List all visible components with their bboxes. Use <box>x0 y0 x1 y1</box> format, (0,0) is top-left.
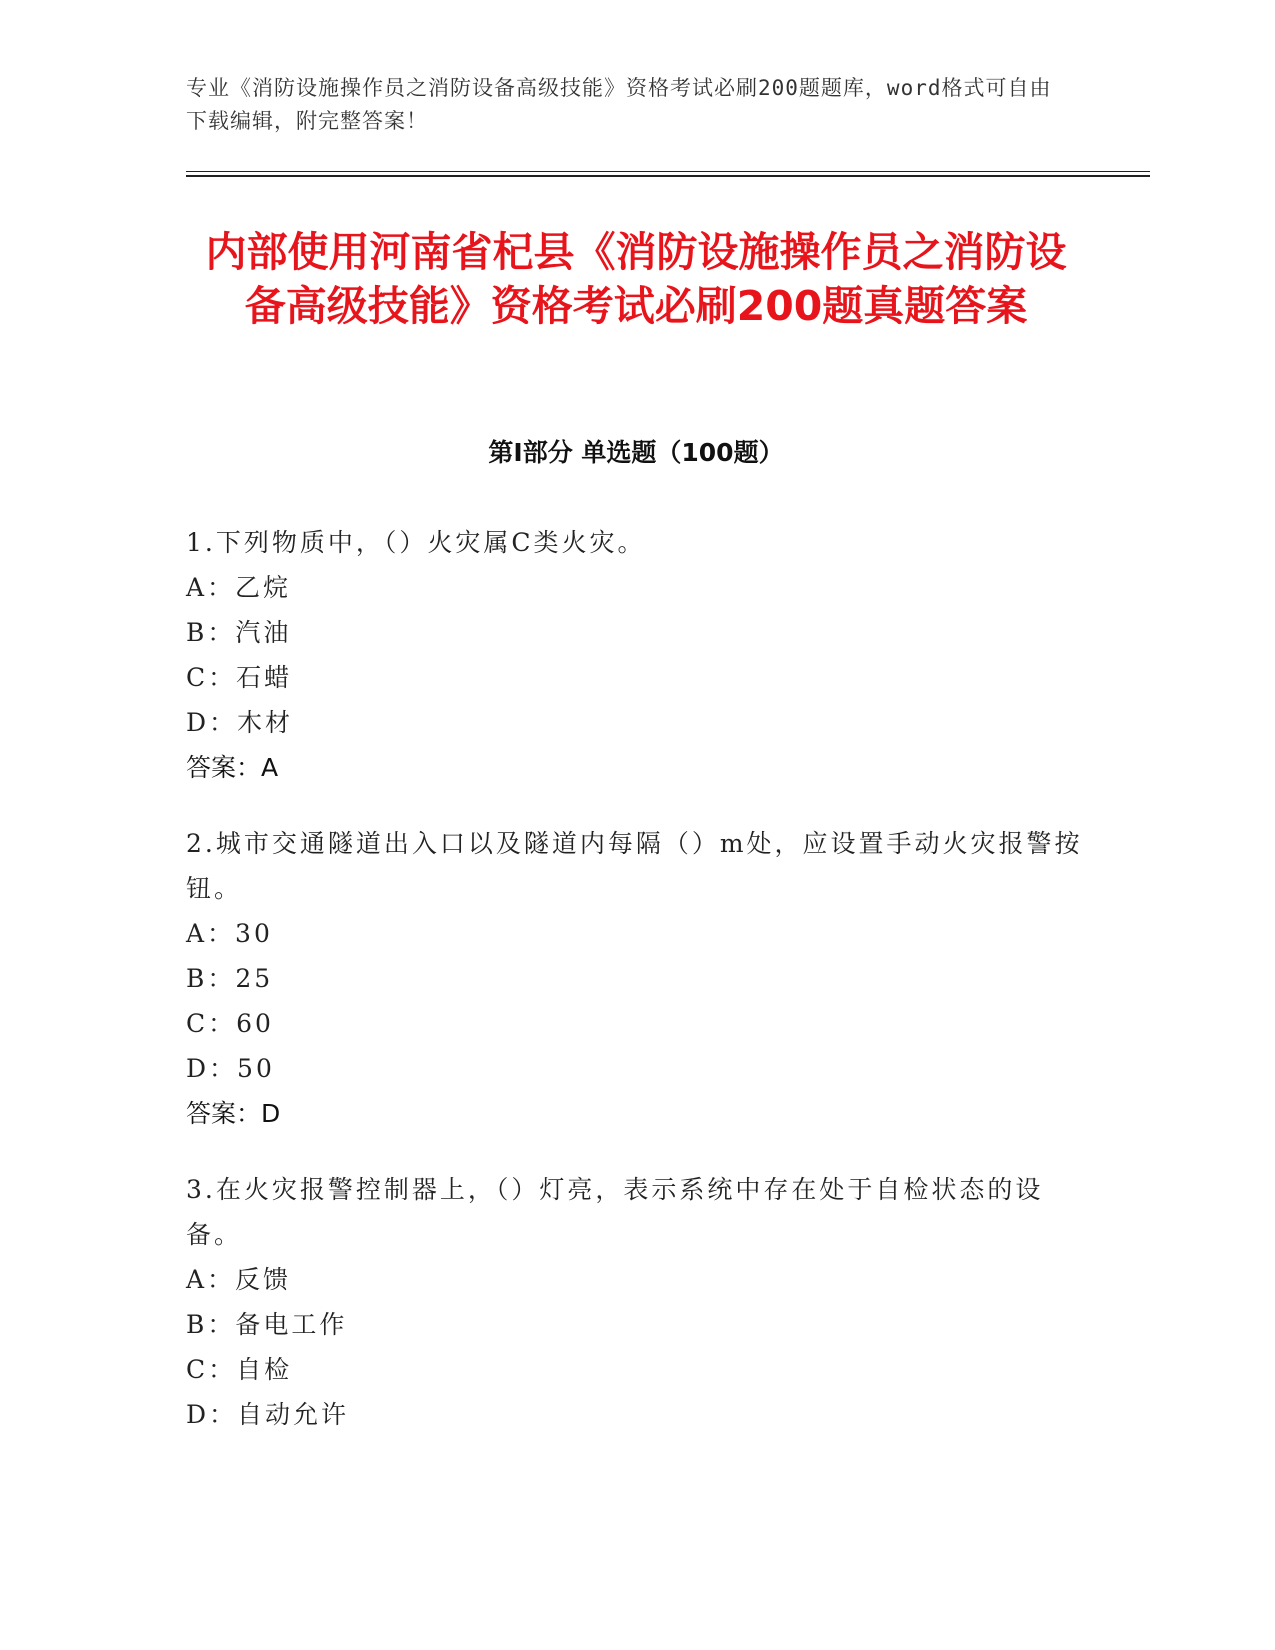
option-c: C：石蜡 <box>186 663 293 692</box>
option-c: C：60 <box>186 1009 274 1038</box>
question-stem: 2.城市交通隧道出入口以及隧道内每隔（）m处，应设置手动火灾报警按钮。 <box>186 829 1083 903</box>
question-list <box>186 520 1086 1468</box>
option-a: A：反馈 <box>186 1265 292 1294</box>
question-1 <box>186 520 1086 790</box>
document-title: 内部使用河南省杞县《消防设施操作员之消防设备高级技能》资格考试必刷200题真题答案 <box>205 228 1067 330</box>
header-note: 专业《消防设施操作员之消防设备高级技能》资格考试必刷200题题库，word格式可自由下载编辑，附完整答案！ <box>186 76 1052 133</box>
answer: 答案：D <box>186 1099 281 1128</box>
option-a: A：乙烷 <box>186 573 292 602</box>
header-rule-top <box>186 171 1150 172</box>
question-2 <box>186 821 1086 1136</box>
option-d: D：50 <box>186 1054 275 1083</box>
option-a: A：30 <box>186 919 273 948</box>
option-b: B：汽油 <box>186 618 292 647</box>
option-b: B：备电工作 <box>186 1310 348 1339</box>
option-d: D：自动允许 <box>186 1400 350 1429</box>
section-heading: 第Ⅰ部分 单选题（100题） <box>488 438 784 467</box>
question-stem: 3.在火灾报警控制器上，（）灯亮，表示系统中存在处于自检状态的设备。 <box>186 1175 1044 1249</box>
option-d: D：木材 <box>186 708 294 737</box>
header-rule-bottom <box>186 175 1150 177</box>
question-stem: 1.下列物质中，（）火灾属C类火灾。 <box>186 528 646 557</box>
answer: 答案：A <box>186 753 279 782</box>
question-3 <box>186 1167 1086 1437</box>
option-b: B：25 <box>186 964 274 993</box>
option-c: C：自检 <box>186 1355 293 1384</box>
